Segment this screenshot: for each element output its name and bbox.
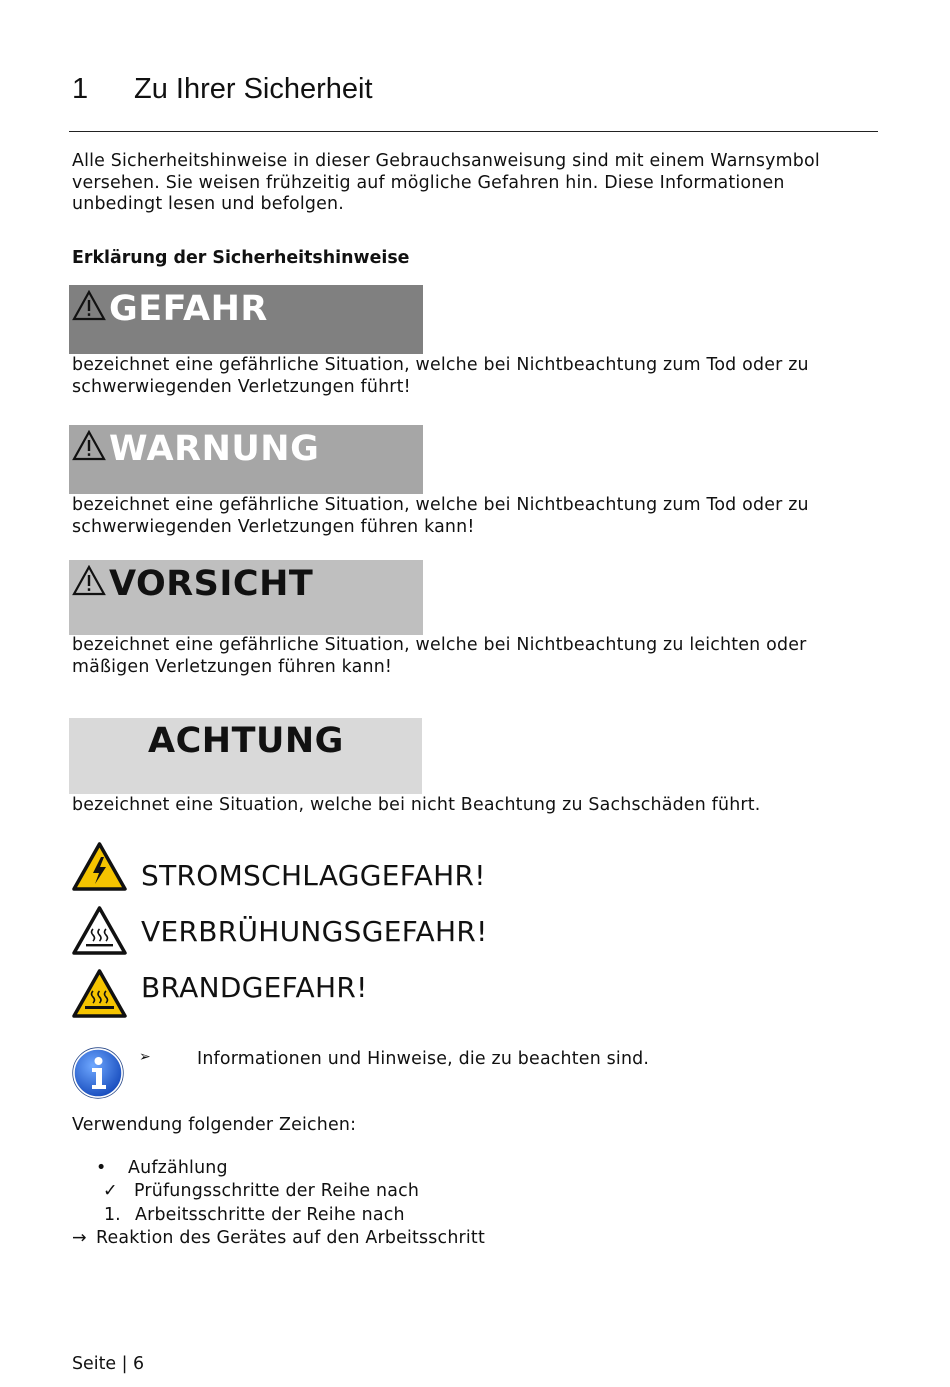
section-number: 1: [72, 73, 89, 105]
signal-word-achtung: ACHTUNG: [148, 721, 344, 761]
signal-word-vorsicht: VORSICHT: [109, 564, 314, 604]
desc-line: schwerwiegenden Verletzungen führt!: [72, 376, 411, 397]
intro-line: Alle Sicherheitshinweise in dieser Gebrauchsanweisung sind mit einem Warnsymbol: [72, 151, 820, 171]
desc-line: bezeichnet eine gefährliche Situation, welche bei Nichtbeachtung zum Tod oder zu: [72, 355, 809, 375]
intro-paragraph: [72, 151, 862, 216]
warning-triangle-icon: [72, 290, 106, 321]
signal-box-vorsicht: [69, 560, 423, 635]
info-icon: [72, 1047, 124, 1099]
electric-shock-icon: [71, 841, 128, 892]
list-marker-number: 1.: [104, 1205, 121, 1225]
list-item-check: Prüfungsschritte der Reihe nach: [134, 1181, 420, 1201]
list-marker-check: ✓: [103, 1181, 118, 1201]
subheading: Erklärung der Sicherheitshinweise: [72, 248, 410, 268]
signal-box-achtung: [69, 718, 422, 794]
warning-triangle-icon: [72, 430, 106, 461]
signal-word-gefahr: GEFAHR: [109, 289, 268, 329]
intro-line: unbedingt lesen und befolgen.: [72, 194, 344, 215]
hazard-label-electric: STROMSCHLAGGEFAHR!: [141, 859, 486, 892]
hazard-label-fire: BRANDGEFAHR!: [141, 971, 368, 1004]
hazard-label-scald: VERBRÜHUNGSGEFAHR!: [141, 915, 488, 948]
hot-surface-icon: [71, 968, 128, 1019]
list-item-arrow: Reaktion des Gerätes auf den Arbeitsschritt: [96, 1228, 485, 1248]
page-title: Zu Ihrer Sicherheit: [134, 73, 373, 105]
signal-description-gefahr: [72, 355, 862, 398]
desc-line: bezeichnet eine Situation, welche bei nicht Beachtung zu Sachschäden führt.: [72, 795, 761, 815]
desc-line: bezeichnet eine gefährliche Situation, welche bei Nichtbeachtung zu leichten oder: [72, 635, 807, 655]
list-item-number: Arbeitsschritte der Reihe nach: [135, 1205, 405, 1225]
scald-icon: [71, 905, 128, 956]
footer-label: Seite: [72, 1354, 117, 1374]
heading-divider: [69, 131, 878, 132]
warning-triangle-icon: [72, 565, 106, 596]
signal-description-warnung: [72, 495, 862, 538]
desc-line: schwerwiegenden Verletzungen führen kann!: [72, 516, 475, 537]
info-text: Informationen und Hinweise, die zu beachten sind.: [197, 1049, 650, 1069]
page-footer: [72, 1354, 144, 1374]
footer-separator: |: [121, 1354, 128, 1374]
desc-line: mäßigen Verletzungen führen kann!: [72, 656, 393, 677]
signal-word-warnung: WARNUNG: [109, 429, 320, 469]
signal-description-achtung: [72, 795, 862, 817]
signal-box-warnung: [69, 425, 423, 494]
signal-description-vorsicht: [72, 635, 862, 678]
info-bullet: ➢: [139, 1049, 151, 1065]
list-item-bullet: Aufzählung: [128, 1158, 228, 1178]
list-marker-bullet: •: [96, 1158, 107, 1178]
page-number: 6: [133, 1354, 145, 1374]
symbols-intro: Verwendung folgender Zeichen:: [72, 1115, 357, 1135]
signal-box-gefahr: [69, 285, 423, 354]
intro-line: versehen. Sie weisen frühzeitig auf mögliche Gefahren hin. Diese Informationen: [72, 172, 785, 193]
desc-line: bezeichnet eine gefährliche Situation, welche bei Nichtbeachtung zum Tod oder zu: [72, 495, 809, 515]
list-marker-arrow: →: [72, 1228, 87, 1248]
